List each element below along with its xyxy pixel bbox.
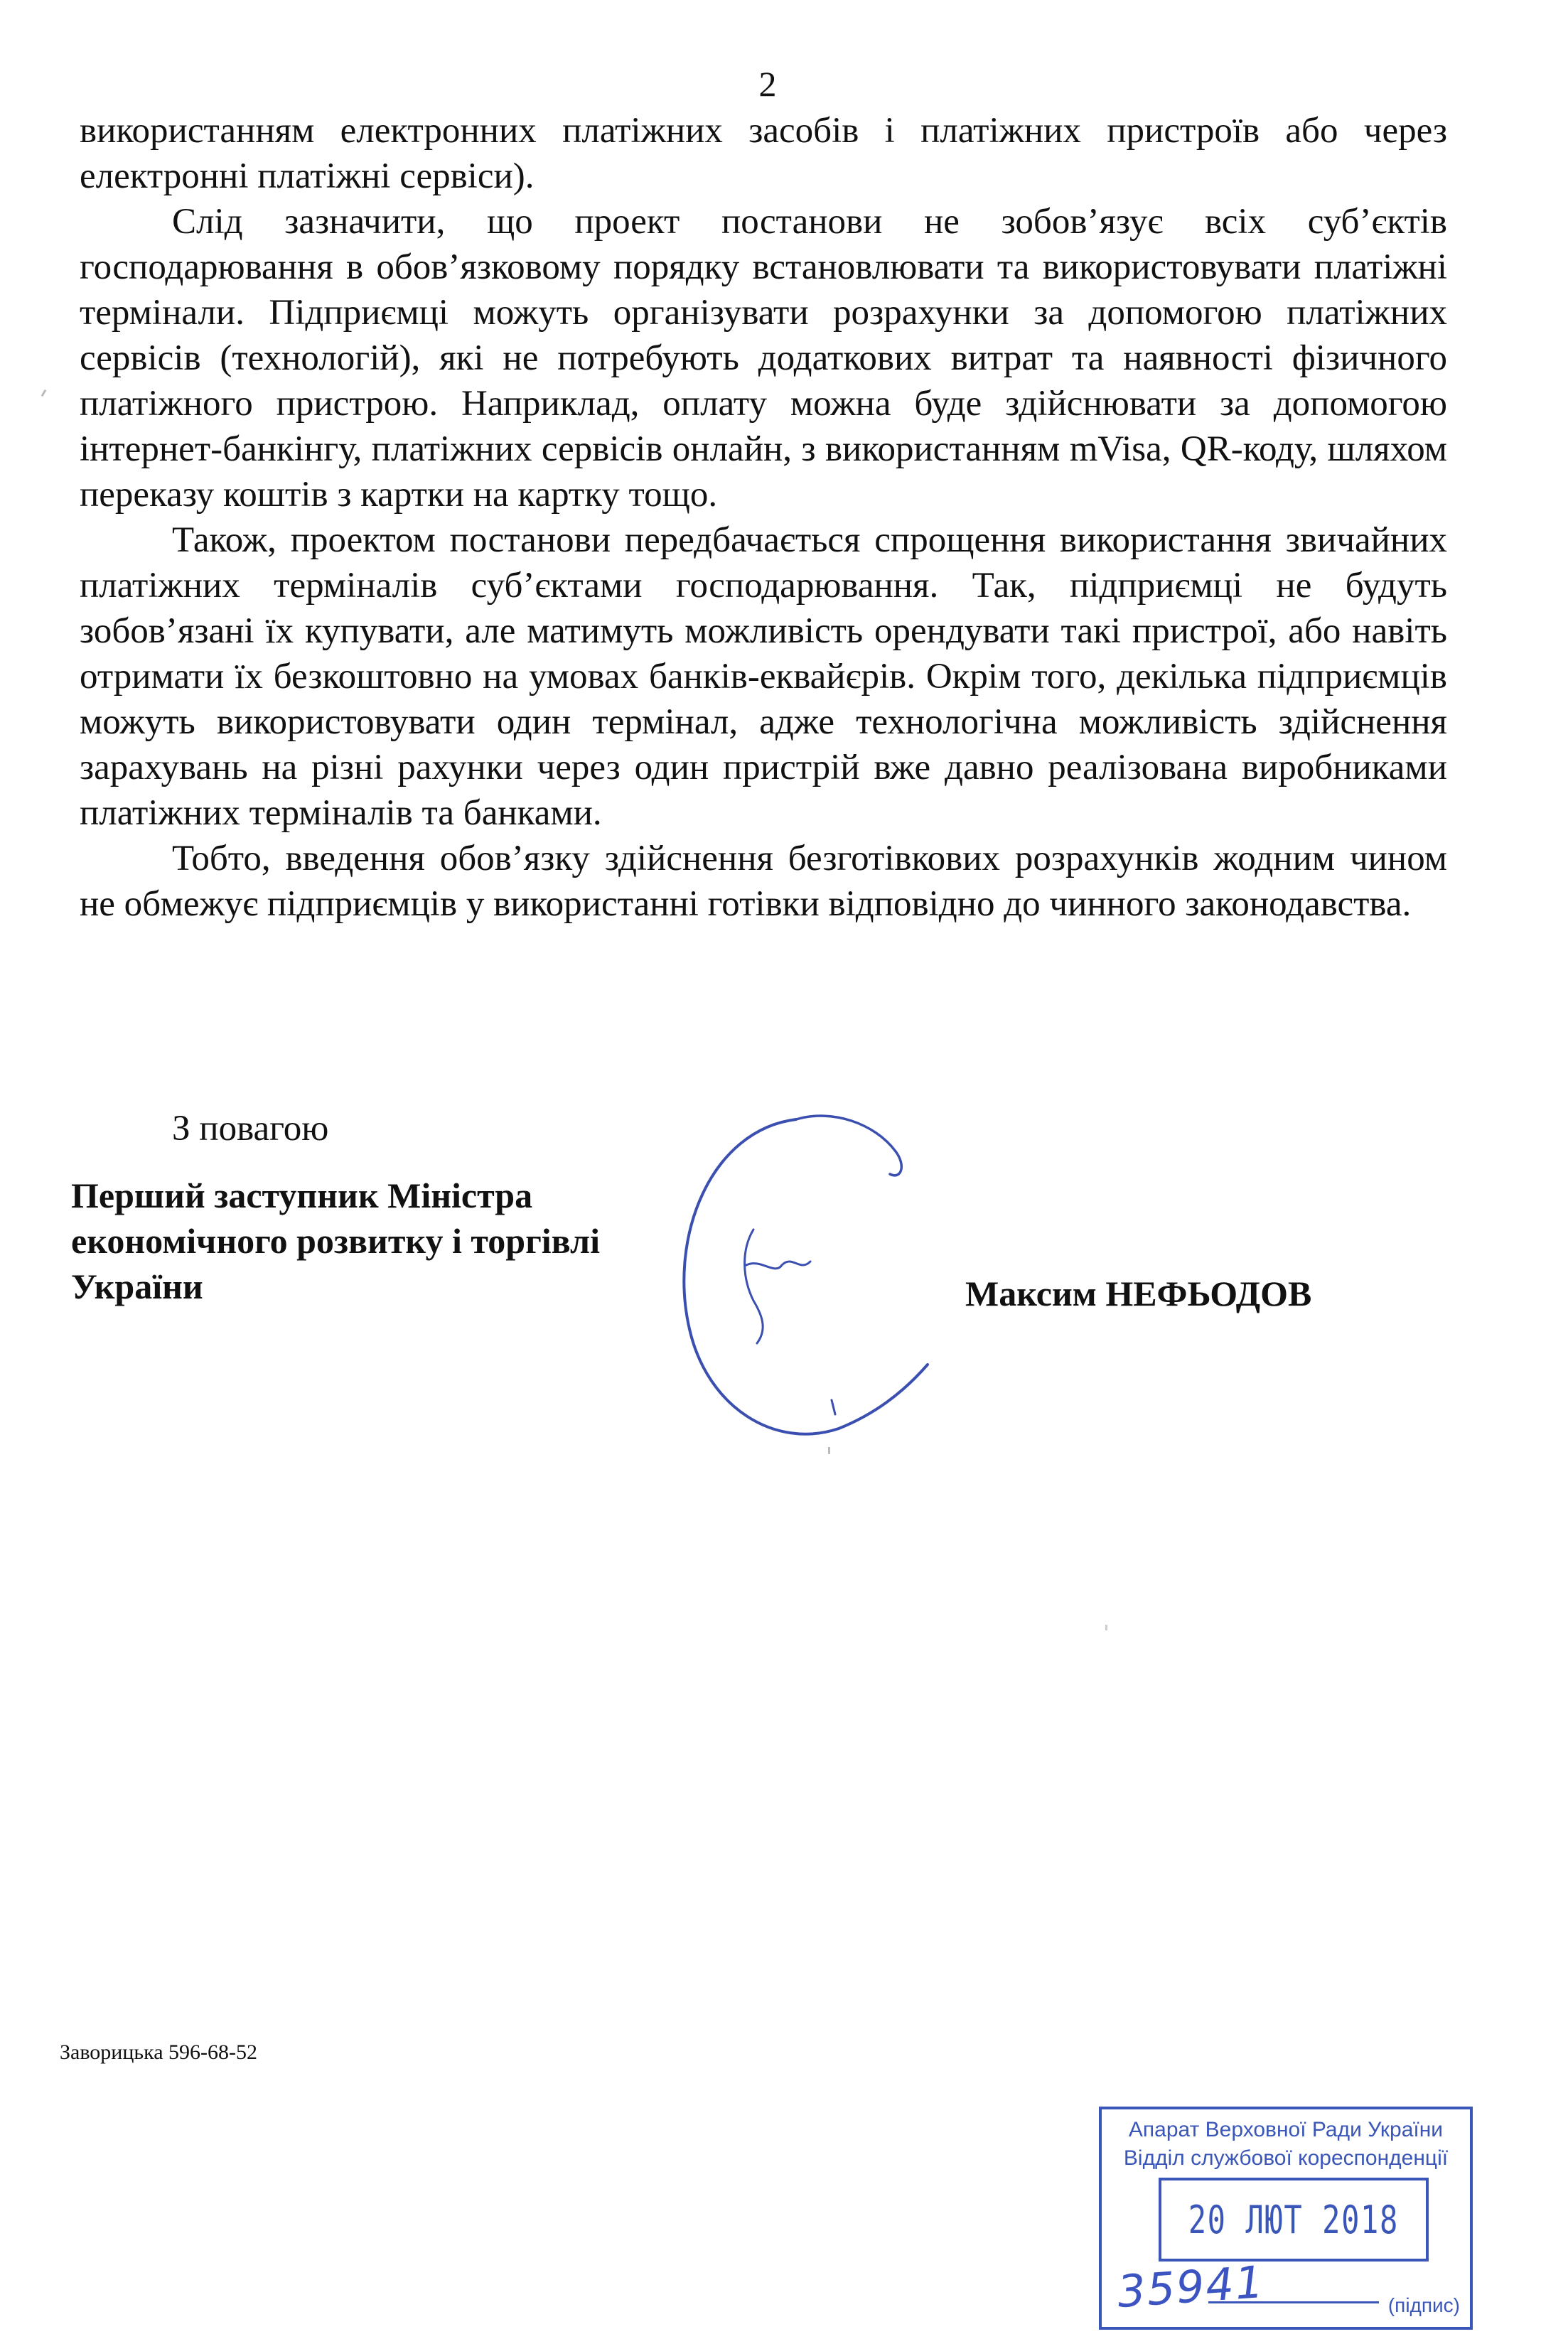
handwritten-signature [661,1095,960,1464]
stamp-sign-label: (підпис) [1387,2294,1460,2316]
signature-tick [832,1400,835,1414]
signatory-name: Максим НЕФЬОДОВ [965,1274,1312,1313]
scan-speck [41,389,47,397]
letter-body [80,108,1447,927]
scan-speck [1105,1625,1107,1630]
scan-speck [828,1447,830,1454]
registration-stamp [1099,2107,1473,2330]
page-number: 2 [758,64,777,104]
stamp-registration-number: 35941 [1115,2255,1267,2318]
stamp-department: Відділ службової кореспонденції [1123,2146,1449,2170]
stamp-sign-line [1208,2301,1379,2303]
signature-loop [684,1119,928,1434]
signatory-title-line: економічного розвитку і торгівлі [71,1221,600,1261]
signature-top-hook [796,1116,901,1176]
paragraph-4: Тобто, введення обов’язку здійснення безготівкових розрахунків жодним чином не обмежує підприємців у використанні готівки відповідно до чинного законодавства. [80,839,1447,924]
paragraph-1: використанням електронних платіжних засобів і платіжних пристроїв або через електронні платіжні сервіси). [80,111,1447,196]
closing-regards: З повагою [172,1109,329,1149]
paragraph-3: Також, проектом постанови передбачається спрощення використання звичайних платіжних терміналів суб’єктами господарювання. Так, підприємці не будуть зобов’язані їх купувати, але матимуть можливість орендувати такі пристрої, або навіть отримати їх безкоштовно на умовах банків-еквайєрів. Окрім того, декілька підприємців можуть використовувати один термінал, адже технологічна можливість здійснення зарахувань на різні рахунки через один пристрій вже давно реалізована виробниками платіжних терміналів та банками. [80,520,1447,833]
executor-contact: Заворицька 596-68-52 [60,2040,258,2064]
stamp-date-box [1159,2178,1429,2262]
paragraph-2: Слід зазначити, що проект постанови не зобов’язує всіх суб’єктів господарювання в обов’язковому порядку встановлювати та використовувати платіжні термінали. Підприємці можуть організувати розрахунки за допомогою платіжних сервісів (технологій), які не потребують додаткових витрат та наявності фізичного платіжного пристрою. Наприклад, оплату можна буде здійснювати за допомогою інтернет-банкінгу, платіжних сервісів онлайн, з використанням mVisa, QR-коду, шляхом переказу коштів з картки на картку тощо. [80,202,1447,515]
stamp-organization: Апарат Верховної Ради України [1128,2118,1444,2141]
stamp-date: 20 ЛЮТ 2018 [1188,2197,1400,2242]
signatory-title-line: України [71,1267,203,1306]
signature-initials [745,1230,810,1343]
signatory-title [71,1173,711,1309]
signatory-title-line: Перший заступник Міністра [71,1176,533,1215]
